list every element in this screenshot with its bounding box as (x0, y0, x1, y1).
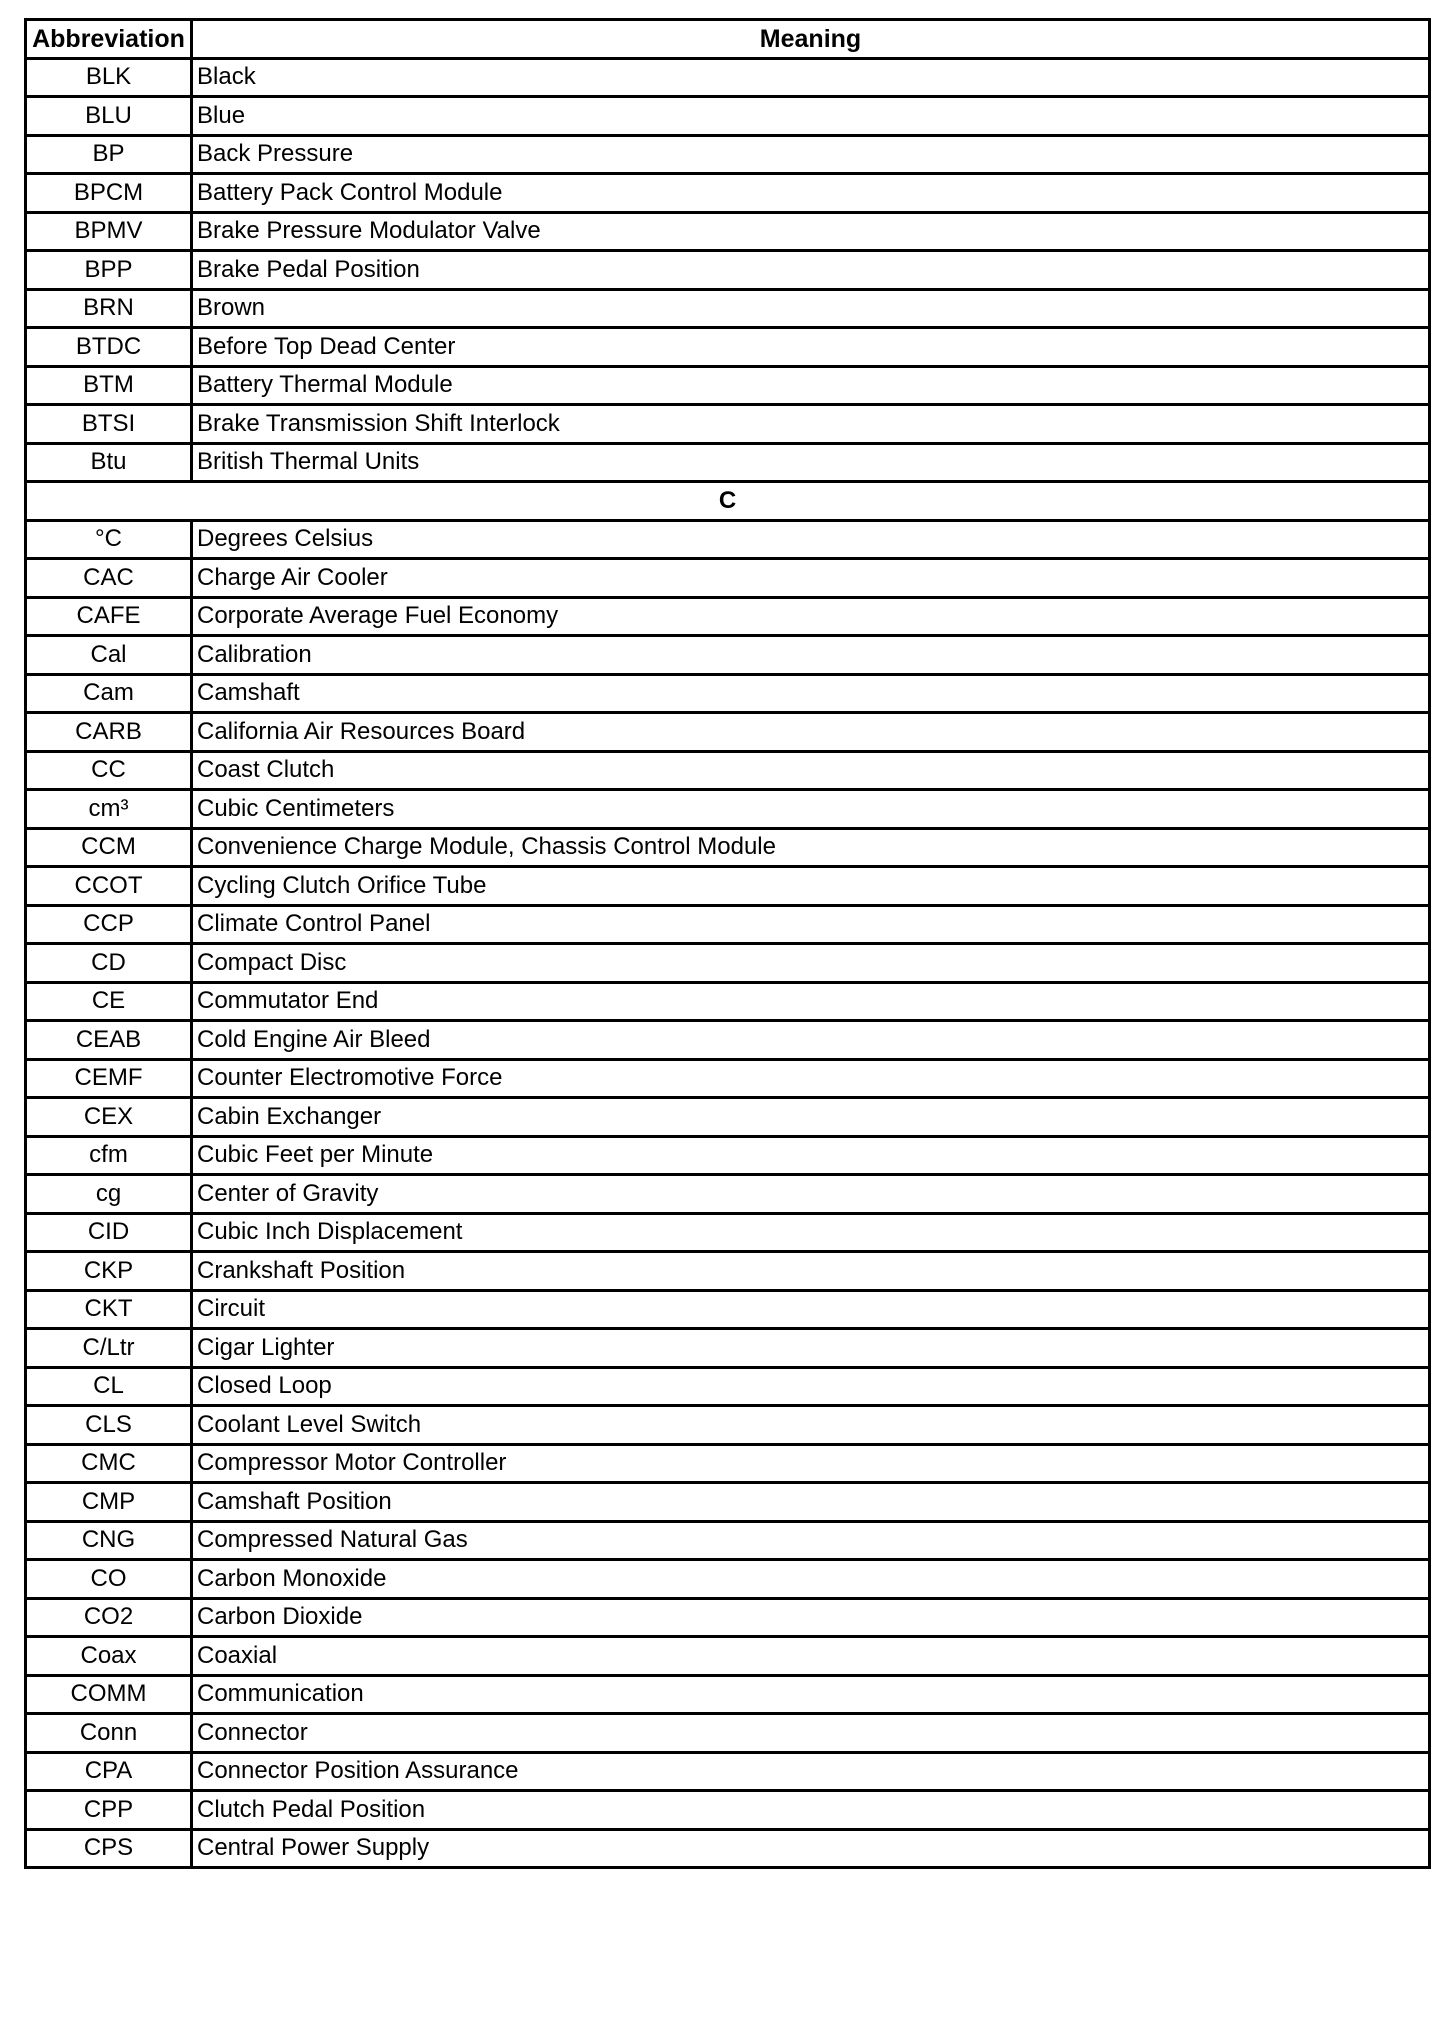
table-row (26, 520, 1430, 559)
meaning-cell: Cubic Feet per Minute (192, 1136, 1430, 1175)
meaning-cell: Cabin Exchanger (192, 1098, 1430, 1137)
meaning-cell: Clutch Pedal Position (192, 1791, 1430, 1830)
meaning-cell: Battery Pack Control Module (192, 174, 1430, 213)
table-row (26, 636, 1430, 675)
meaning-cell: Before Top Dead Center (192, 328, 1430, 367)
meaning-cell: Compressor Motor Controller (192, 1444, 1430, 1483)
abbreviation-cell: CLS (26, 1406, 192, 1445)
table-header-row (26, 20, 1430, 59)
abbreviation-cell: BLU (26, 97, 192, 136)
abbreviation-cell: Cam (26, 674, 192, 713)
meaning-cell: Cubic Inch Displacement (192, 1213, 1430, 1252)
meaning-cell: British Thermal Units (192, 443, 1430, 482)
abbreviation-cell: BLK (26, 58, 192, 97)
meaning-cell: Closed Loop (192, 1367, 1430, 1406)
section-row (26, 482, 1430, 521)
meaning-cell: Center of Gravity (192, 1175, 1430, 1214)
abbreviation-cell: CEMF (26, 1059, 192, 1098)
table-row (26, 751, 1430, 790)
table-row (26, 328, 1430, 367)
abbreviation-cell: COMM (26, 1675, 192, 1714)
abbreviation-cell: BTM (26, 366, 192, 405)
meaning-cell: Brake Transmission Shift Interlock (192, 405, 1430, 444)
table-row (26, 1598, 1430, 1637)
meaning-cell: Carbon Monoxide (192, 1560, 1430, 1599)
abbreviation-cell: CPP (26, 1791, 192, 1830)
table-row (26, 905, 1430, 944)
table-row (26, 1791, 1430, 1830)
meaning-cell: Cigar Lighter (192, 1329, 1430, 1368)
abbreviation-cell: BP (26, 135, 192, 174)
table-row (26, 1637, 1430, 1676)
table-row (26, 1483, 1430, 1522)
meaning-cell: Compressed Natural Gas (192, 1521, 1430, 1560)
table-row (26, 58, 1430, 97)
meaning-cell: Circuit (192, 1290, 1430, 1329)
table-row (26, 1213, 1430, 1252)
meaning-cell: Communication (192, 1675, 1430, 1714)
table-row (26, 1136, 1430, 1175)
table-row (26, 1290, 1430, 1329)
abbreviation-cell: CO (26, 1560, 192, 1599)
abbreviation-cell: CCM (26, 828, 192, 867)
table-row (26, 135, 1430, 174)
table-row (26, 713, 1430, 752)
abbreviation-cell: CMC (26, 1444, 192, 1483)
meaning-cell: Brown (192, 289, 1430, 328)
meaning-cell: Degrees Celsius (192, 520, 1430, 559)
table-row (26, 1021, 1430, 1060)
table-row (26, 1059, 1430, 1098)
meaning-cell: Blue (192, 97, 1430, 136)
table-row (26, 251, 1430, 290)
abbreviation-cell: BPP (26, 251, 192, 290)
meaning-cell: Cold Engine Air Bleed (192, 1021, 1430, 1060)
abbreviation-cell: Btu (26, 443, 192, 482)
meaning-cell: Carbon Dioxide (192, 1598, 1430, 1637)
table-row (26, 1829, 1430, 1868)
meaning-cell: Connector Position Assurance (192, 1752, 1430, 1791)
abbreviation-cell: CO2 (26, 1598, 192, 1637)
table-row (26, 443, 1430, 482)
table-row (26, 1521, 1430, 1560)
abbreviation-cell: Conn (26, 1714, 192, 1753)
meaning-cell: Battery Thermal Module (192, 366, 1430, 405)
table-row (26, 289, 1430, 328)
table-row (26, 559, 1430, 598)
abbreviation-cell: °C (26, 520, 192, 559)
abbreviation-cell: CID (26, 1213, 192, 1252)
meaning-cell: Brake Pedal Position (192, 251, 1430, 290)
meaning-cell: Crankshaft Position (192, 1252, 1430, 1291)
table-row (26, 828, 1430, 867)
table-row (26, 1098, 1430, 1137)
meaning-cell: Cycling Clutch Orifice Tube (192, 867, 1430, 906)
abbreviation-cell: CCOT (26, 867, 192, 906)
table-row (26, 174, 1430, 213)
meaning-cell: Convenience Charge Module, Chassis Control Module (192, 828, 1430, 867)
table-row (26, 97, 1430, 136)
meaning-cell: Commutator End (192, 982, 1430, 1021)
abbreviation-cell: Cal (26, 636, 192, 675)
meaning-cell: Coast Clutch (192, 751, 1430, 790)
meaning-cell: Central Power Supply (192, 1829, 1430, 1868)
table-row (26, 790, 1430, 829)
abbreviation-cell: C/Ltr (26, 1329, 192, 1368)
table-row (26, 212, 1430, 251)
meaning-cell: Black (192, 58, 1430, 97)
table-row (26, 1406, 1430, 1445)
table-row (26, 1714, 1430, 1753)
meaning-cell: California Air Resources Board (192, 713, 1430, 752)
abbreviation-cell: BTSI (26, 405, 192, 444)
table-body (26, 58, 1430, 1868)
meaning-cell: Camshaft Position (192, 1483, 1430, 1522)
abbreviation-cell: CL (26, 1367, 192, 1406)
meaning-cell: Corporate Average Fuel Economy (192, 597, 1430, 636)
table-row (26, 1560, 1430, 1599)
header-meaning: Meaning (192, 20, 1430, 59)
meaning-cell: Connector (192, 1714, 1430, 1753)
abbreviation-cell: cfm (26, 1136, 192, 1175)
meaning-cell: Climate Control Panel (192, 905, 1430, 944)
abbreviation-cell: BTDC (26, 328, 192, 367)
abbreviation-cell: CKP (26, 1252, 192, 1291)
meaning-cell: Coaxial (192, 1637, 1430, 1676)
abbreviation-cell: CMP (26, 1483, 192, 1522)
abbreviation-cell: cm³ (26, 790, 192, 829)
meaning-cell: Cubic Centimeters (192, 790, 1430, 829)
meaning-cell: Calibration (192, 636, 1430, 675)
table-row (26, 366, 1430, 405)
table-row (26, 867, 1430, 906)
abbreviation-cell: CE (26, 982, 192, 1021)
table-row (26, 1175, 1430, 1214)
abbreviation-cell: CEAB (26, 1021, 192, 1060)
meaning-cell: Back Pressure (192, 135, 1430, 174)
abbreviation-table (24, 18, 1431, 1869)
abbreviation-cell: CKT (26, 1290, 192, 1329)
header-abbreviation: Abbreviation (26, 20, 192, 59)
abbreviation-cell: CEX (26, 1098, 192, 1137)
meaning-cell: Charge Air Cooler (192, 559, 1430, 598)
abbreviation-cell: CPA (26, 1752, 192, 1791)
abbreviation-cell: CD (26, 944, 192, 983)
abbreviation-cell: BRN (26, 289, 192, 328)
table-row (26, 1752, 1430, 1791)
abbreviation-cell: CAC (26, 559, 192, 598)
abbreviation-cell: CAFE (26, 597, 192, 636)
table-row (26, 1252, 1430, 1291)
abbreviation-cell: cg (26, 1175, 192, 1214)
meaning-cell: Compact Disc (192, 944, 1430, 983)
table-row (26, 1444, 1430, 1483)
table-row (26, 1675, 1430, 1714)
meaning-cell: Brake Pressure Modulator Valve (192, 212, 1430, 251)
table-row (26, 944, 1430, 983)
meaning-cell: Counter Electromotive Force (192, 1059, 1430, 1098)
abbreviation-cell: BPMV (26, 212, 192, 251)
abbreviation-cell: BPCM (26, 174, 192, 213)
abbreviation-cell: CNG (26, 1521, 192, 1560)
abbreviation-cell: CCP (26, 905, 192, 944)
abbreviation-cell: CPS (26, 1829, 192, 1868)
abbreviation-cell: Coax (26, 1637, 192, 1676)
table-row (26, 674, 1430, 713)
abbreviation-cell: CC (26, 751, 192, 790)
meaning-cell: Coolant Level Switch (192, 1406, 1430, 1445)
table-row (26, 597, 1430, 636)
table-row (26, 405, 1430, 444)
table-row (26, 982, 1430, 1021)
table-row (26, 1329, 1430, 1368)
meaning-cell: Camshaft (192, 674, 1430, 713)
section-letter: C (26, 482, 1430, 521)
abbreviation-cell: CARB (26, 713, 192, 752)
table-row (26, 1367, 1430, 1406)
